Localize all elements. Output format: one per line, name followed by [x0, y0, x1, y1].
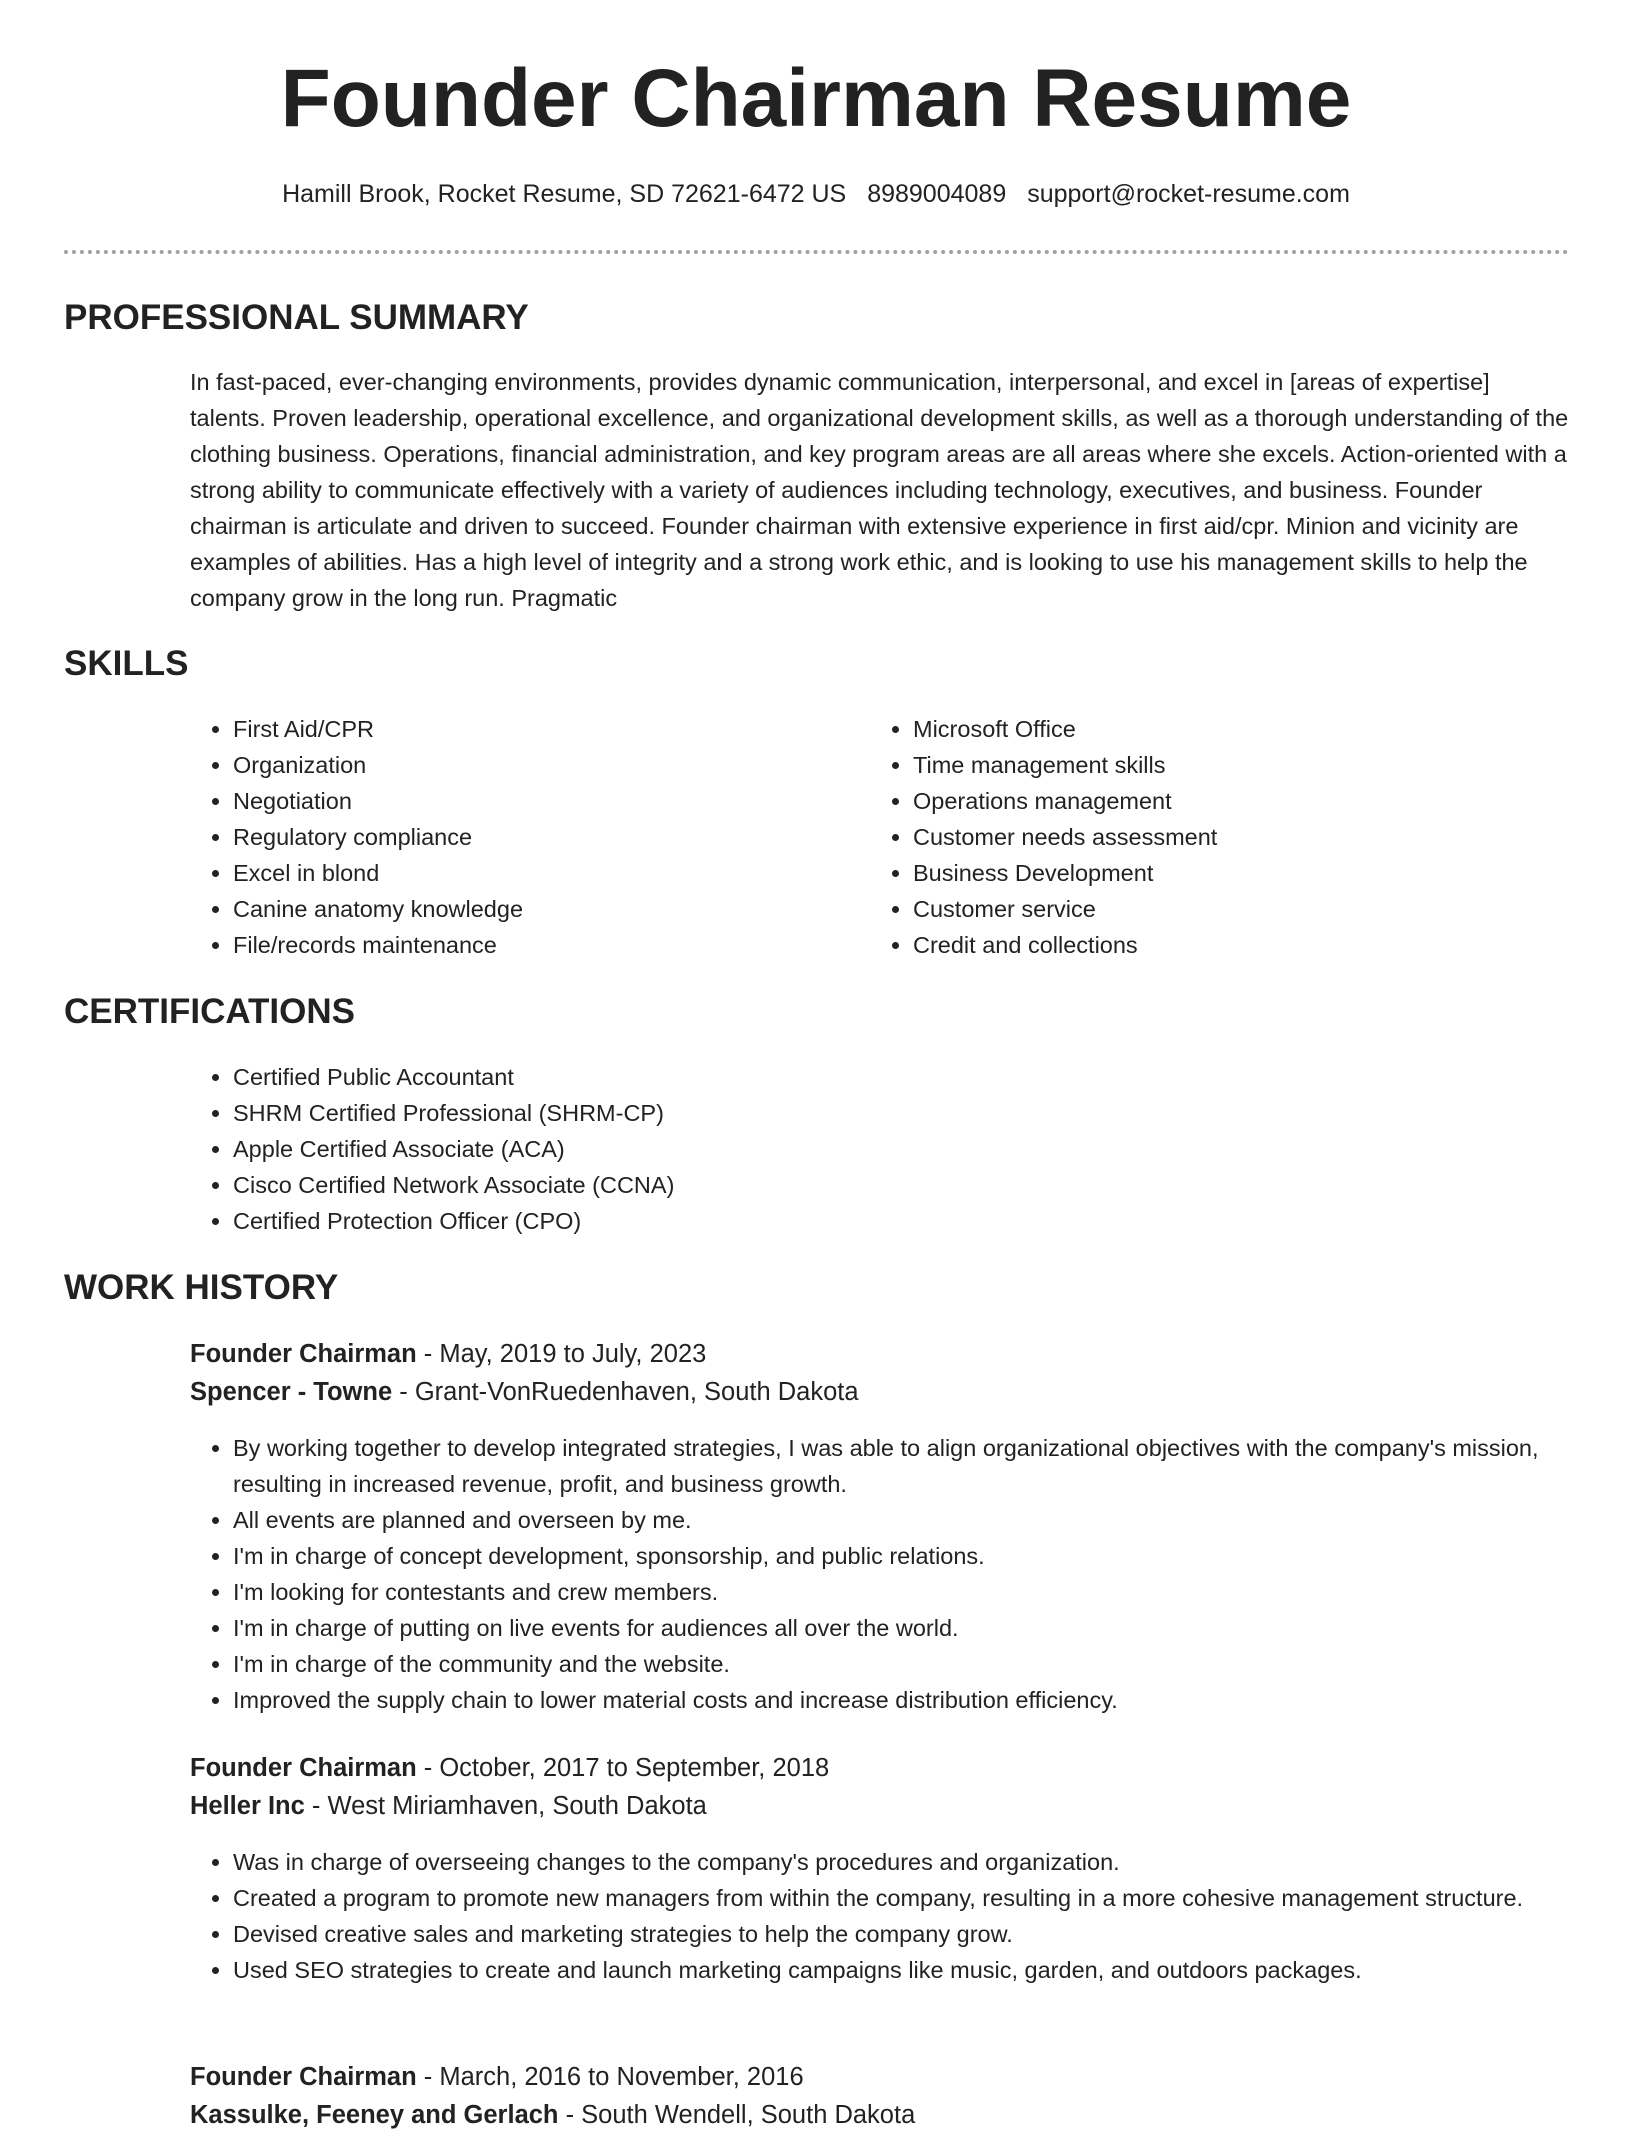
job-title-line	[190, 1749, 829, 1788]
skill-item: • Canine anatomy knowledge	[233, 891, 853, 927]
job-bullet: • Devised creative sales and marketing strategies to help the company grow.	[233, 1916, 1613, 1952]
job-company: Spencer - Towne	[190, 1378, 393, 1406]
job-bullet: • Was in charge of overseeing changes to the company's procedures and organization.	[233, 1844, 1613, 1880]
job-company: Heller Inc	[190, 1792, 305, 1820]
skill-item: • Microsoft Office	[913, 711, 1533, 747]
certification-item: • SHRM Certified Professional (SHRM-CP)	[233, 1095, 1613, 1131]
skills-heading: SKILLS	[64, 644, 189, 683]
job-bullet: • Created a program to promote new managers from within the company, resulting in a more cohesive management structure.	[233, 1880, 1613, 1916]
contact-phone: 8989004089	[867, 180, 1007, 208]
certification-item: • Apple Certified Associate (ACA)	[233, 1131, 1613, 1167]
job-bullet: • By working together to develop integrated strategies, I was able to align organizational objectives with the company's mission, resulting in increased revenue, profit, and business growth.	[233, 1430, 1613, 1502]
job-bullet: • I'm in charge of the community and the website.	[233, 1646, 1613, 1682]
job-company-line	[190, 2096, 915, 2135]
job-company-line	[190, 1787, 707, 1826]
contact-email: support@rocket-resume.com	[1027, 180, 1350, 208]
summary-text: In fast-paced, ever-changing environments, provides dynamic communication, interpersonal, and excel in [areas of expertise] talents. Proven leadership, operational excellence, and organizational development skills, as well as a thorough understanding of the clothing business. Operations, financial administration, and key program areas are all areas where she excels. Action-oriented with a strong ability to communicate effectively with a variety of audiences including technology, executives, and business. Founder chairman is articulate and driven to succeed. Founder chairman with extensive experience in first aid/cpr. Minion and vicinity are examples of abilities. Has a high level of integrity and a strong work ethic, and is looking to use his management skills to help the company grow in the long run. Pragmatic	[190, 369, 1569, 611]
job-title: Founder Chairman	[190, 1754, 417, 1782]
skill-item: • Organization	[233, 747, 853, 783]
job-location: - West Miriamhaven, South Dakota	[304, 1792, 707, 1820]
certifications-list	[189, 1059, 1613, 1239]
job-title: Founder Chairman	[190, 2063, 417, 2091]
certifications-heading: CERTIFICATIONS	[64, 992, 356, 1031]
skill-item: • Regulatory compliance	[233, 819, 853, 855]
job-bullet: • Used SEO strategies to create and launch marketing campaigns like music, garden, and outdoors packages.	[233, 1952, 1613, 1988]
skill-item: • Customer needs assessment	[913, 819, 1533, 855]
skill-item: • First Aid/CPR	[233, 711, 853, 747]
job-bullet: • I'm in charge of putting on live events for audiences all over the world.	[233, 1610, 1613, 1646]
job-dates: - May, 2019 to July, 2023	[416, 1340, 707, 1368]
job-bullet: • I'm looking for contestants and crew members.	[233, 1574, 1613, 1610]
certification-item: • Cisco Certified Network Associate (CCNA)	[233, 1167, 1613, 1203]
skills-list-left	[189, 711, 853, 963]
contact-line	[0, 180, 1632, 209]
job-title: Founder Chairman	[190, 1340, 417, 1368]
work-history-heading: WORK HISTORY	[64, 1268, 339, 1307]
resume-title: Founder Chairman Resume	[280, 53, 1352, 144]
summary-heading: PROFESSIONAL SUMMARY	[64, 298, 529, 337]
skill-item: • Customer service	[913, 891, 1533, 927]
skill-item: • Credit and collections	[913, 927, 1533, 963]
header-divider	[64, 250, 1569, 254]
job-location: - South Wendell, South Dakota	[558, 2101, 916, 2129]
job-bullet: • Improved the supply chain to lower material costs and increase distribution efficiency.	[233, 1682, 1613, 1718]
job-company: Kassulke, Feeney and Gerlach	[190, 2101, 559, 2129]
skill-item: • Excel in blond	[233, 855, 853, 891]
job-title-line	[190, 2058, 804, 2097]
skill-item: • Business Development	[913, 855, 1533, 891]
skill-item: • Negotiation	[233, 783, 853, 819]
skill-item: • File/records maintenance	[233, 927, 853, 963]
skill-item: • Time management skills	[913, 747, 1533, 783]
certification-item: • Certified Protection Officer (CPO)	[233, 1203, 1613, 1239]
job-bullet: • All events are planned and overseen by me.	[233, 1502, 1613, 1538]
contact-address: Hamill Brook, Rocket Resume, SD 72621-6472 US	[282, 180, 847, 208]
certification-item: • Certified Public Accountant	[233, 1059, 1613, 1095]
job-title-line	[190, 1335, 706, 1374]
job-bullets	[189, 1430, 1613, 1718]
skill-item: • Operations management	[913, 783, 1533, 819]
job-location: - Grant-VonRuedenhaven, South Dakota	[392, 1378, 859, 1406]
job-dates: - March, 2016 to November, 2016	[416, 2063, 804, 2091]
job-company-line	[190, 1373, 859, 1412]
job-dates: - October, 2017 to September, 2018	[416, 1754, 830, 1782]
job-bullets	[189, 1844, 1613, 1988]
job-bullet: • I'm in charge of concept development, sponsorship, and public relations.	[233, 1538, 1613, 1574]
skills-list-right	[869, 711, 1533, 963]
